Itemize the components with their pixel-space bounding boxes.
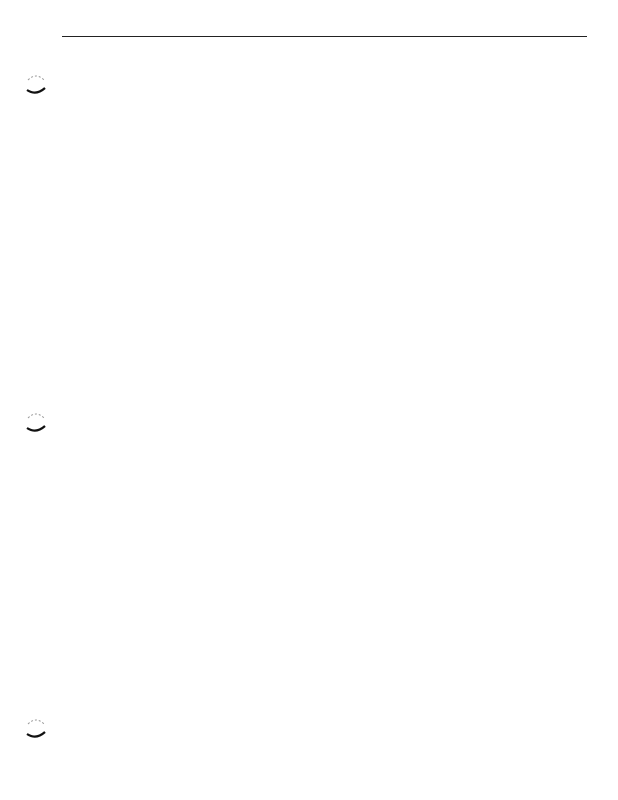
binder-hole-icon [24, 718, 48, 742]
left-column [62, 74, 317, 84]
header-rule [62, 36, 587, 37]
binder-hole-icon [24, 412, 48, 436]
binder-hole-icon [24, 74, 48, 98]
